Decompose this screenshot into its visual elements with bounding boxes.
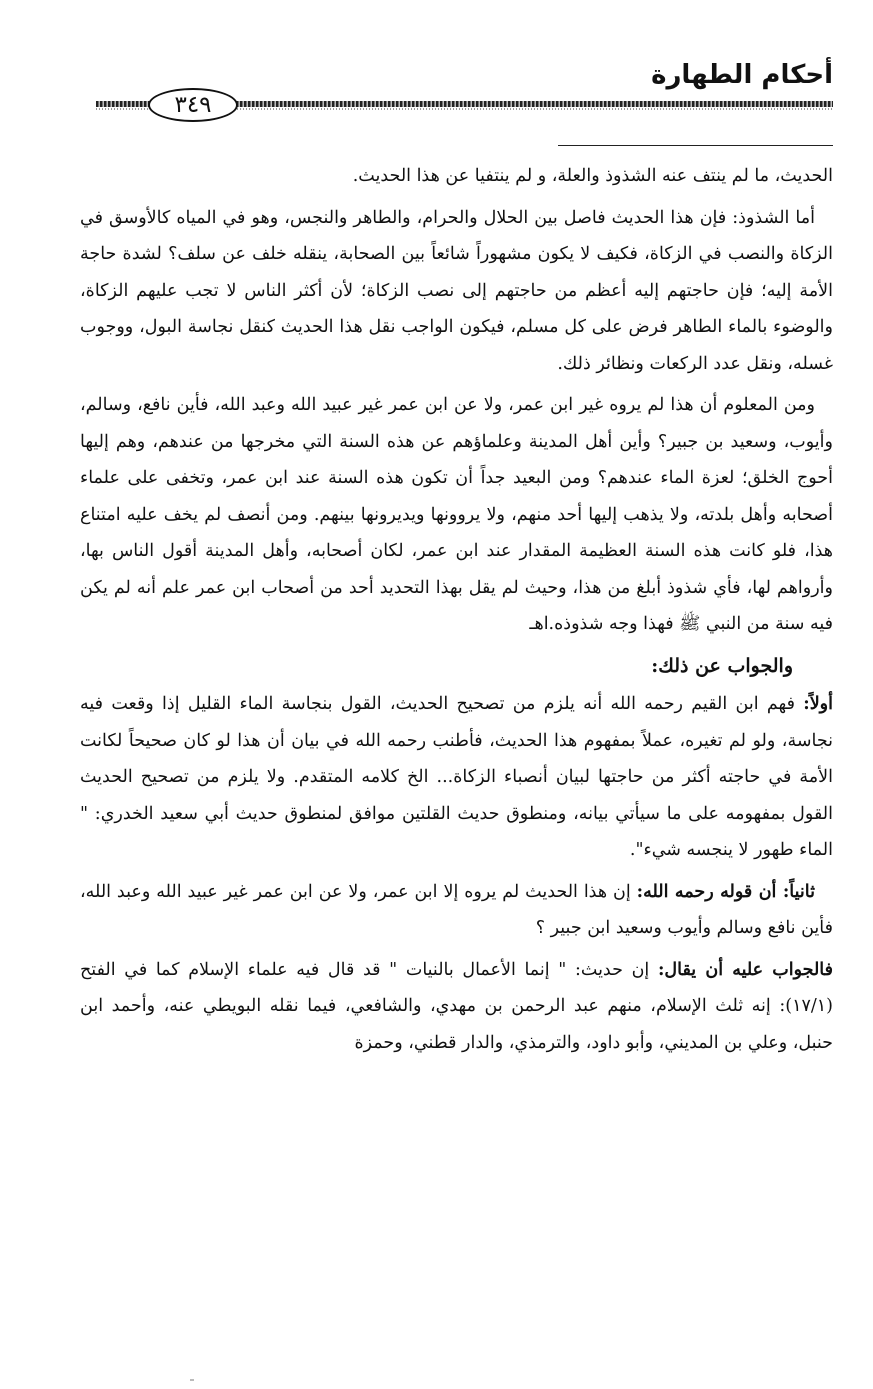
paragraph-6-lead: فالجواب عليه أن يقال: (657, 959, 833, 980)
paragraph-4-text: فهم ابن القيم رحمه الله أنه يلزم من تصحيح الحديث، القول بنجاسة الماء القليل إذا وقعت فيه نجاسة، ولو لم تغيره، عملاً بمفهوم هذا الحديث، فأطنب رحمه الله في بيان أن هذا لو كان صحيحاً لكانت الأمة في حاجته أكثر من حاجتها لبيان أنصباء الزكاة... الخ كلامه المتقدم. ولا يلزم من تصحيح الحديث القول بمفهومه على ما سيأتي بيانه، ومنطوق حديث القلتين موافق لمنطوق حديث أبي سعيد الخدري: " الماء طهور لا ينجسه شيء". (80, 694, 833, 860)
paragraph-5-text: إن هذا الحديث لم يروه إلا ابن عمر، ولا عن ابن عمر غير عبيد الله وعبد الله، فأين نافع وسالم وأيوب وسعيد ابن جبير ؟ (80, 881, 833, 938)
paragraph-6 (80, 952, 833, 1062)
page-number: ٣٤٩ (148, 88, 238, 122)
paragraph-3: ومن المعلوم أن هذا لم يروه غير ابن عمر، ولا عن ابن عمر غير عبيد الله وعبد الله، فأين نافع، وسالم، وأيوب، وسعيد بن جبير؟ وأين أهل المدينة وعلماؤهم عن هذه السنة التي مخرجها من عندهم، وهم إليها أحوج الخلق؛ لعزة الماء عندهم؟ ومن البعيد جداً أن تكون هذه السنة عند ابن عمر، وتخفى على علماء أصحابه وأهل بلدته، ولا يذهب إليها أحد منهم، ولا يروونها ويديرونها بينهم. ومن أنصف لم يخف عليه امتناع هذا، فلو كانت هذه السنة العظيمة المقدار عند ابن عمر، لكان أصحابه، وأهل المدينة أقول الناس بها، وأرواهم لها، فأي شذوذ أبلغ من هذا، وحيث لم يقل بهذا التحديد أحد من أصحاب ابن عمر علم أنه لم يكن فيه سنة من النبي ﷺ فهذا وجه شذوذه.اهـ (80, 395, 833, 634)
print-speck (190, 1379, 194, 1381)
paragraph-4 (80, 686, 833, 869)
page-body (80, 158, 833, 1066)
running-title: أحكام الطهارة (651, 60, 833, 90)
paragraph-4-lead: أولاً: (803, 694, 833, 714)
footnote-continuation-rule (558, 145, 833, 146)
section-heading: والجواب عن ذلك: (651, 654, 793, 677)
paragraph-1: الحديث، ما لم ينتف عنه الشذوذ والعلة، و لم ينتفيا عن هذا الحديث. (352, 166, 833, 186)
paragraph-6-text: إن حديث: " إنما الأعمال بالنيات " قد قال فيه علماء الإسلام كما في الفتح (١٧/١): إنه ثلث الإسلام، منهم عبد الرحمن بن مهدي، والشافعي، فيما نقله البويطي عنه، وأحمد ابن حنبل، وعلي بن المديني، وأبو داود، والترمذي، والدار قطني، وحمزة (80, 959, 833, 1053)
paragraph-5 (80, 874, 833, 947)
paragraph-2: أما الشذوذ: فإن هذا الحديث فاصل بين الحلال والحرام، والطاهر والنجس، وهو في المياه كالأوسق في الزكاة والنصب في الزكاة، فكيف لا يكون مشهوراً شائعاً بين الصحابة، ينقله خلف عن سلف؟ لشدة حاجة الأمة إليه؛ فإن حاجتهم إليه أعظم من حاجتهم إلى نصب الزكاة؛ لأن أكثر الناس لا تجب عليهم الزكاة، والوضوء بالماء الطاهر فرض على كل مسلم، فيكون الواجب نقل هذا الحديث كنقل نجاسة البول، ووجوب غسله، ونقل عدد الركعات ونظائر ذلك. (80, 207, 833, 374)
paragraph-5-lead: ثانياً: أن قوله رحمه الله: (636, 881, 815, 902)
